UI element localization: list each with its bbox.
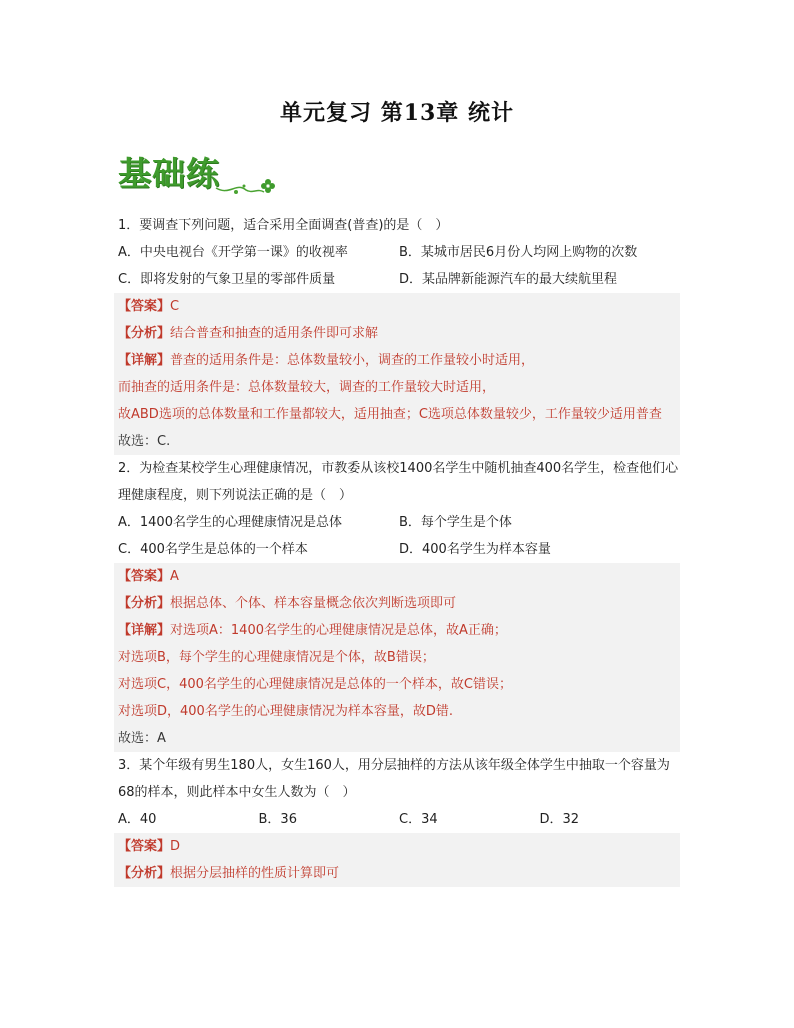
q3-analysis-line	[118, 860, 680, 887]
page-title: 单元复习 第13章 统计	[280, 100, 514, 126]
q2-conclusion: 故选：A	[118, 731, 166, 746]
analysis-tag: 【分析】	[118, 866, 171, 881]
q3-option-a: A．40	[118, 812, 157, 827]
q2-stem: 2．为检查某校学生心理健康情况，市教委从该校1400名学生中随机抽查400名学生，检查他们心理健康程度，则下列说法正确的是（ ）	[118, 461, 679, 503]
q1-solution-block	[114, 293, 680, 455]
q1-option-c: C．即将发射的气象卫星的零部件质量	[118, 272, 336, 287]
q2-answer-line	[118, 563, 680, 590]
q3-analysis: 根据分层抽样的性质计算即可	[170, 866, 340, 881]
q1-detail-line-2: 而抽查的适用条件是：总体数量较大，调查的工作量较大时适用，	[118, 380, 496, 395]
section-label: 基础练	[118, 154, 220, 193]
q3-options-row	[118, 806, 680, 833]
q2-detail-line-1	[118, 617, 680, 644]
q3-option-d: D．32	[539, 812, 580, 827]
q1-detail-1: 普查的适用条件是：总体数量较小，调查的工作量较小时适用，	[170, 353, 535, 368]
q1-option-b: B．某城市居民6月份人均网上购物的次数	[399, 245, 638, 260]
q1-option-a: A．中央电视台《开学第一课》的收视率	[118, 245, 348, 260]
q3-solution-block	[114, 833, 680, 887]
analysis-tag: 【分析】	[118, 326, 171, 341]
q2-detail-1: 对选项A：1400名学生的心理健康情况是总体，故A正确；	[170, 623, 507, 638]
q1-stem: 1．要调查下列问题，适合采用全面调查(普查)的是（ ）	[118, 218, 449, 233]
q2-option-a: A．1400名学生的心理健康情况是总体	[118, 515, 342, 530]
q2-answer: A	[170, 569, 179, 584]
q3-option-c: C．34	[399, 812, 438, 827]
q1-answer: C	[170, 299, 180, 314]
q2-detail-line-2: 对选项B，每个学生的心理健康情况是个体，故B错误；	[118, 650, 435, 665]
answer-tag: 【答案】	[118, 569, 171, 584]
q2-analysis-line	[118, 590, 680, 617]
q2-options-row-1	[118, 509, 680, 536]
q2-detail-line-4: 对选项D，400名学生的心理健康情况为样本容量，故D错.	[118, 704, 453, 719]
q3-answer: D	[170, 839, 181, 854]
q1-options-row-1	[118, 239, 680, 266]
detail-tag: 【详解】	[118, 623, 171, 638]
q3-answer-line	[118, 833, 680, 860]
q2-solution-block	[114, 563, 680, 752]
detail-tag: 【详解】	[118, 353, 171, 368]
section-logo	[118, 148, 288, 198]
q1-answer-line	[118, 293, 680, 320]
q1-conclusion: 故选：C.	[118, 434, 171, 449]
q2-option-b: B．每个学生是个体	[399, 515, 512, 530]
q2-analysis: 根据总体、个体、样本容量概念依次判断选项即可	[170, 596, 457, 611]
q1-analysis: 结合普查和抽查的适用条件即可求解	[170, 326, 379, 341]
analysis-tag: 【分析】	[118, 596, 171, 611]
q1-detail-line-3: 故ABD选项的总体数量和工作量都较大，适用抽查；C选项总体数量较少，工作量较少适用普查	[118, 407, 662, 422]
q2-option-d: D．400名学生为样本容量	[399, 542, 551, 557]
q1-options-row-2	[118, 266, 680, 293]
q2-option-c: C．400名学生是总体的一个样本	[118, 542, 308, 557]
q1-analysis-line	[118, 320, 680, 347]
answer-tag: 【答案】	[118, 299, 171, 314]
q3-stem: 3．某个年级有男生180人，女生160人，用分层抽样的方法从该年级全体学生中抽取一个容量为68的样本，则此样本中女生人数为（ ）	[118, 758, 670, 800]
answer-tag: 【答案】	[118, 839, 171, 854]
q3-option-b: B．36	[258, 812, 297, 827]
questions-content	[118, 212, 680, 887]
vine-decoration-icon	[118, 148, 288, 198]
q2-options-row-2	[118, 536, 680, 563]
q2-detail-line-3: 对选项C，400名学生的心理健康情况是总体的一个样本，故C错误；	[118, 677, 512, 692]
q1-option-d: D．某品牌新能源汽车的最大续航里程	[399, 272, 618, 287]
q1-detail-line-1	[118, 347, 680, 374]
